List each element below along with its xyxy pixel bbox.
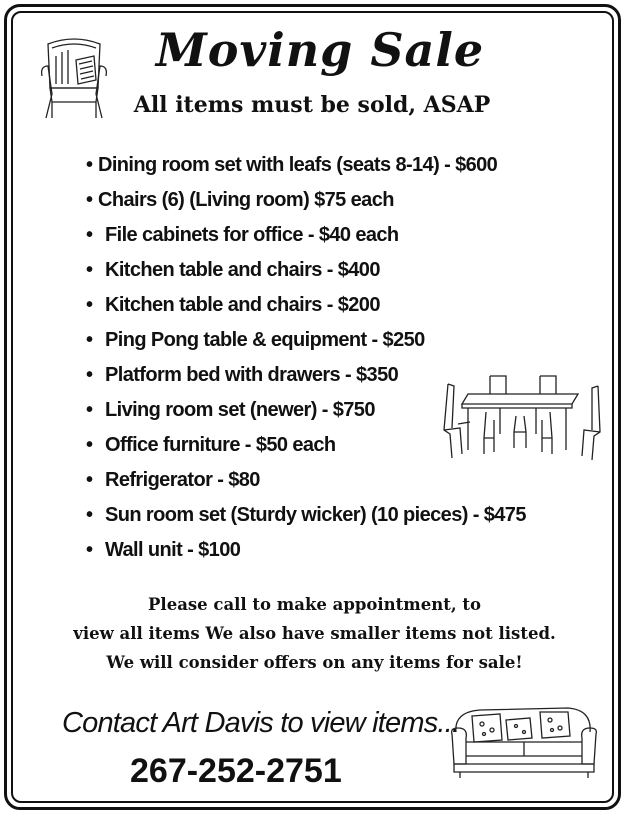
bullet: • [86,294,93,316]
list-item [86,218,526,253]
bullet: • [86,469,93,491]
bullet: • [86,329,93,351]
item-text: Dining room set with leafs (seats 8-14) - $600 [98,154,498,176]
bullet: • [86,399,93,421]
notice-line: view all items We also have smaller items not listed. [73,624,556,643]
item-text: Chairs (6) (Living room) $75 each [98,189,394,211]
sofa-icon [450,702,598,782]
item-text: Wall unit - $100 [105,539,241,561]
armchair-icon [38,36,110,126]
list-item [86,533,526,568]
item-list [86,148,526,568]
bullet: • [86,259,93,281]
item-text: Living room set (newer) - $750 [105,399,375,421]
item-text: Office furniture - $50 each [105,434,336,456]
list-item [86,253,526,288]
bullet: • [86,189,93,211]
notice-line: Please call to make appointment, to [148,595,481,614]
item-text: Platform bed with drawers - $350 [105,364,399,386]
notice-line: We will consider offers on any items for sale! [106,653,523,672]
page-title: Moving Sale [155,23,485,77]
phone-number: 267-252-2751 [130,752,342,790]
bullet: • [86,154,93,176]
dining-table-icon [440,372,604,462]
item-text: File cabinets for office - $40 each [105,224,399,246]
bullet: • [86,539,93,561]
list-item [86,323,526,358]
bullet: • [86,364,93,386]
item-text: Refrigerator - $80 [105,469,260,491]
contact-text: Contact Art Davis to view items... [62,707,460,739]
bullet: • [86,504,93,526]
bullet: • [86,224,93,246]
item-text: Kitchen table and chairs - $200 [105,294,380,316]
list-item [86,148,526,183]
item-text: Sun room set (Sturdy wicker) (10 pieces) - $475 [105,504,526,526]
list-item [86,463,526,498]
item-text: Kitchen table and chairs - $400 [105,259,380,281]
list-item [86,183,526,218]
notice-text [20,590,609,677]
page-subtitle: All items must be sold, ASAP [133,92,491,118]
list-item [86,288,526,323]
bullet: • [86,434,93,456]
list-item [86,498,526,533]
item-text: Ping Pong table & equipment - $250 [105,329,425,351]
